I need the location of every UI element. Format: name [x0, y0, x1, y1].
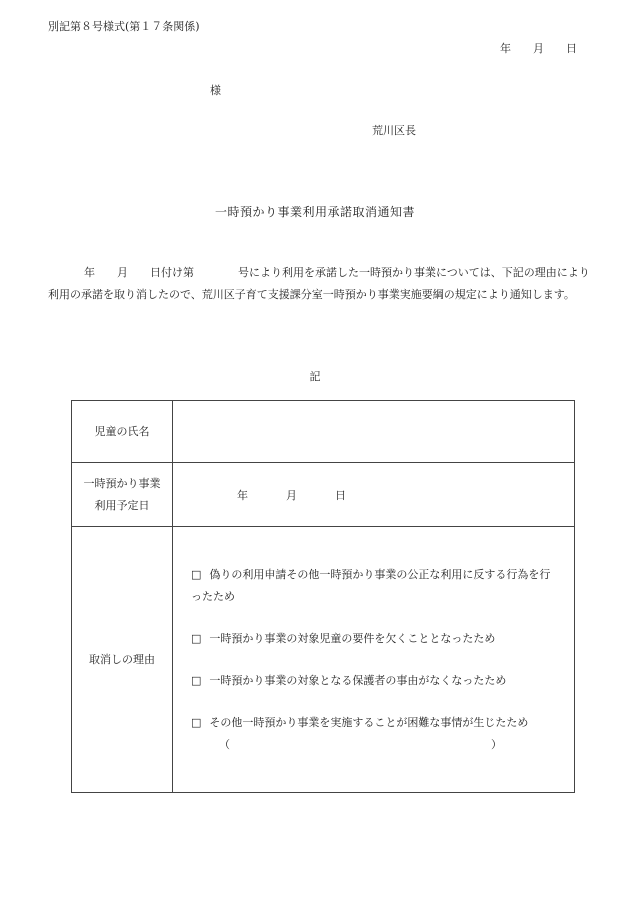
usage-date-label-line1: 一時預かり事業 — [83, 476, 161, 490]
checkbox-icon[interactable]: □ — [191, 673, 202, 687]
usage-date-value — [173, 463, 575, 527]
document-title: 一時預かり事業利用承諾取消通知書 — [214, 205, 415, 219]
issue-date-day: 日 — [566, 42, 577, 55]
issue-date — [500, 40, 577, 56]
issuer-name: 荒川区長 — [372, 124, 416, 137]
checkbox-icon[interactable]: □ — [191, 631, 202, 645]
other-reason-field[interactable] — [191, 734, 560, 756]
reason-item — [191, 670, 560, 692]
reason-text: 一時預かり事業の対象となる保護者の事由がなくなったため — [209, 673, 507, 687]
reason-item — [191, 564, 560, 608]
child-name-label: 児童の氏名 — [72, 401, 173, 463]
notice-body: 年 月 日付け第 号により利用を承諾した一時預かり事業については、下記の理由により利用の承諾を取り消したので、荒川区子育て支援課分室一時預かり事業実施要綱の規定により通知します。 — [48, 266, 590, 301]
cancel-reason-label: 取消しの理由 — [72, 527, 173, 793]
usage-date-label-line2: 利用予定日 — [94, 498, 150, 512]
ki-heading: 記 — [309, 370, 321, 383]
reason-text: 偽りの利用申請その他一時預かり事業の公正な利用に反する行為を行ったため — [191, 567, 551, 603]
reason-item — [191, 712, 560, 756]
usage-date-year: 年 — [237, 488, 248, 502]
usage-date-day: 日 — [335, 488, 346, 502]
issue-date-month: 月 — [533, 42, 544, 55]
child-name-value — [173, 401, 575, 463]
cancel-reason-row — [72, 527, 575, 793]
form-number-label: 別記第８号様式(第１７条関係) — [48, 20, 200, 33]
addressee-suffix: 様 — [210, 84, 221, 97]
usage-date-label — [72, 463, 173, 527]
paren-open: （ — [219, 737, 230, 751]
cancel-reason-list — [173, 527, 575, 793]
reason-item — [191, 628, 560, 650]
reason-text: その他一時預かり事業を実施することが困難な事情が生じたため — [209, 715, 529, 729]
paren-close: ） — [491, 737, 502, 751]
reason-text: 一時預かり事業の対象児童の要件を欠くこととなったため — [209, 631, 496, 645]
child-name-row — [72, 401, 575, 463]
issue-date-year: 年 — [500, 42, 511, 55]
checkbox-icon[interactable]: □ — [191, 715, 202, 729]
checkbox-icon[interactable]: □ — [191, 567, 202, 581]
details-table — [71, 400, 575, 793]
usage-date-row — [72, 463, 575, 527]
usage-date-month: 月 — [286, 488, 297, 502]
